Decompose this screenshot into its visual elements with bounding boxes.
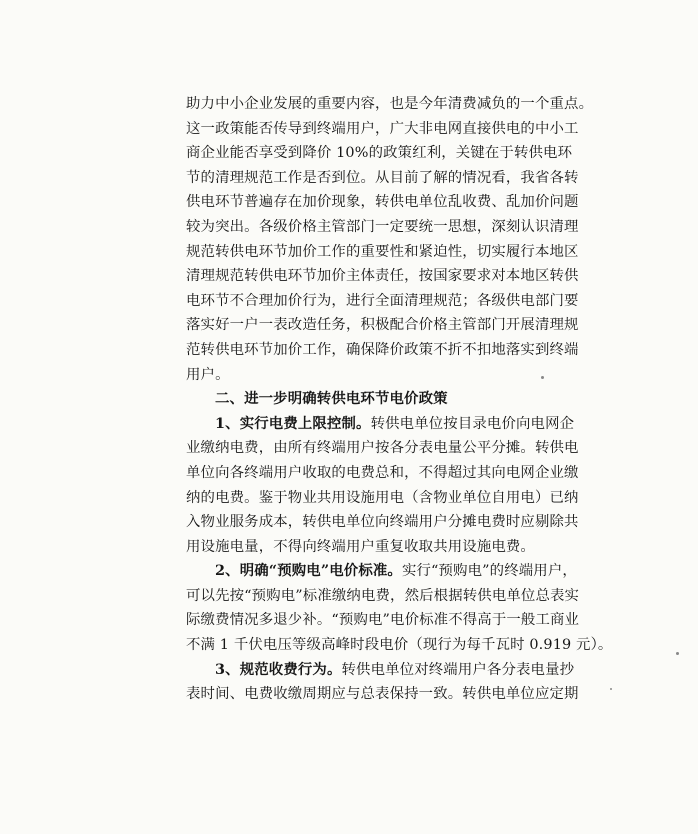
item-1-title: 1、实行电费上限控制。 — [215, 414, 371, 432]
text-line: 较为突出。各级价格主管部门一定要统一思想，深刻认识清理 — [186, 218, 579, 235]
text-line: 节的清理规范工作是否到位。从目前了解的情况看，我省各转 — [186, 169, 579, 186]
text-line: 用设施电量，不得向终端用户重复收取共用设施电费。 — [186, 538, 535, 555]
scan-speck — [610, 688, 612, 690]
item-1-paragraph — [186, 412, 584, 560]
text-line: 不满 1 千伏电压等级高峰时段电价（现行为每千瓦时 0.919 元）。 — [186, 637, 613, 654]
text-line: 1、实行电费上限控制。转供电单位按目录电价向电网企 — [215, 414, 575, 432]
text-line: 用户。 — [186, 366, 230, 383]
text-line: 入物业服务成本，转供电单位向终端用户分摊电费时应剔除共 — [186, 514, 579, 531]
text-line: 3、规范收费行为。转供电单位对终端用户各分表电量抄 — [215, 660, 575, 678]
text-line: 范转供电环节加价工作，确保降价政策不折不扣地落实到终端 — [186, 341, 579, 358]
text-line: 助力中小企业发展的重要内容，也是今年清费减负的一个重点。 — [186, 96, 594, 112]
section-heading: 二、进一步明确转供电环节电价政策 — [215, 390, 448, 408]
item-3-title: 3、规范收费行为。 — [215, 660, 342, 678]
text-line: 规范转供电环节加价工作的重要性和紧迫性，切实履行本地区 — [186, 243, 579, 260]
scan-speck — [676, 652, 679, 655]
text-line: 这一政策能否传导到终端用户，广大非电网直接供电的中小工 — [186, 120, 579, 137]
text-line: 可以先按“预购电”标准缴纳电费，然后根据转供电单位总表实 — [186, 587, 580, 604]
text-line: 落实好一户一表改造任务，积极配合价格主管部门开展清理规 — [186, 317, 579, 334]
text-line: 商企业能否享受到降价 10%的政策红利，关键在于转供电环 — [186, 145, 573, 162]
text-line: 业缴纳电费，由所有终端用户按各分表电量公平分摊。转供电 — [186, 440, 579, 457]
text-line: 表时间、电费收缴周期应与总表保持一致。转供电单位应定期 — [186, 686, 579, 703]
item-3-paragraph — [186, 658, 584, 707]
text-line: 单位向各终端用户收取的电费总和，不得超过其向电网企业缴 — [186, 464, 579, 481]
text-line: 纳的电费。鉴于物业共用设施用电（含物业单位自用电）已纳 — [186, 489, 579, 506]
text-line: 供电环节普遍存在加价现象，转供电单位乱收费、乱加价问题 — [186, 194, 579, 211]
text-line: 清理规范转供电环节加价主体责任，按国家要求对本地区转供 — [186, 268, 579, 285]
item-2-title: 2、明确“预购电”电价标准。 — [215, 562, 402, 580]
text-line: 2、明确“预购电”电价标准。实行“预购电”的终端用户， — [215, 562, 577, 580]
item-2-paragraph — [186, 559, 613, 657]
paragraph-1 — [186, 92, 594, 387]
text-line: 际缴费情况多退少补。“预购电”电价标准不得高于一般工商业 — [186, 612, 580, 629]
text-line: 电环节不合理加价行为，进行全面清理规范；各级供电部门要 — [186, 292, 579, 309]
document-body — [186, 92, 613, 707]
